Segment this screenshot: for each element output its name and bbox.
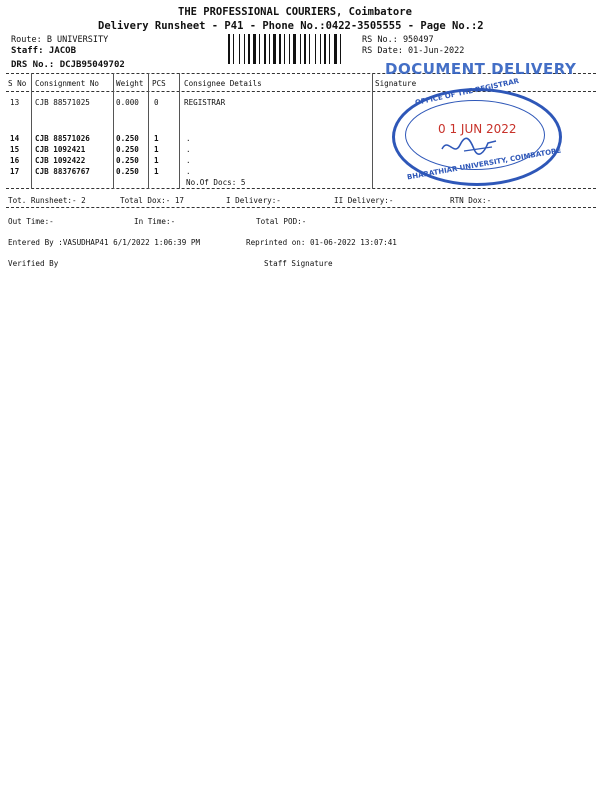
rs-date: RS Date: 01-Jun-2022	[362, 46, 465, 56]
row-weight: 0.250	[116, 134, 139, 143]
barcode-bar	[239, 34, 240, 64]
staff-label: Staff: JACOB	[11, 46, 77, 56]
drs-number: DRS No.: DCJB95049702	[11, 60, 125, 70]
barcode-bar	[293, 34, 296, 64]
barcode	[228, 34, 354, 64]
barcode-bar	[324, 34, 326, 64]
signature-scribble	[440, 135, 500, 157]
document-delivery-stamp: DOCUMENT DELIVERY	[385, 60, 577, 78]
col-divider	[113, 73, 114, 189]
rs-number: RS No.: 950497	[362, 35, 434, 45]
out-time: Out Time:-	[8, 217, 54, 226]
barcode-bar	[289, 34, 290, 64]
barcode-bar	[244, 34, 245, 64]
total-pod: Total POD:-	[256, 217, 307, 226]
runsheet-subtitle: Delivery Runsheet - P41 - Phone No.:0422-3505555 - Page No.:2	[98, 20, 484, 32]
company-title: THE PROFESSIONAL COURIERS, Coimbatore	[178, 6, 412, 18]
header-weight: Weight	[116, 79, 144, 88]
barcode-bar	[233, 34, 234, 64]
stamp-top-arc: OFFICE OF THE REGISTRAR	[414, 77, 520, 107]
barcode-bar	[309, 34, 310, 64]
row-weight: 0.250	[116, 167, 139, 176]
barcode-bar	[248, 34, 250, 64]
table-bottom-rule	[6, 188, 596, 189]
row-consignment: CJB 88376767	[35, 167, 90, 176]
row-weight: 0.250	[116, 145, 139, 154]
row-pcs: 1	[154, 167, 159, 176]
route-label: Route: B UNIVERSITY	[11, 35, 109, 45]
row-pcs: 1	[154, 134, 159, 143]
row-consignment: CJB 88571026	[35, 134, 90, 143]
entered-by: Entered By :VASUDHAP41 6/1/2022 1:06:39 PM	[8, 238, 201, 247]
row-sno: 13	[10, 98, 20, 107]
row-sno: 17	[10, 167, 20, 176]
rtn-dox: RTN Dox:-	[450, 196, 492, 205]
col-divider	[179, 73, 180, 189]
in-time: In Time:-	[134, 217, 176, 226]
row-details: .	[186, 167, 191, 176]
row-sno: 14	[10, 134, 20, 143]
row-pcs: 1	[154, 156, 159, 165]
ii-delivery: II Delivery:-	[334, 196, 394, 205]
header-sno: S No	[8, 79, 27, 88]
row-consignment: CJB 88571025	[35, 98, 90, 107]
barcode-bar	[228, 34, 230, 64]
barcode-bar	[320, 34, 321, 64]
col-divider	[372, 73, 373, 189]
row-details: .	[186, 134, 191, 143]
totals-rule	[6, 207, 596, 208]
col-divider	[31, 73, 32, 189]
total-runsheet: Tot. Runsheet:- 2	[8, 196, 86, 205]
verified-by: Verified By	[8, 259, 59, 268]
row-consignment: CJB 1092422	[35, 156, 86, 165]
barcode-bar	[284, 34, 285, 64]
no-of-docs: No.Of Docs: 5	[186, 178, 246, 187]
row-sno: 16	[10, 156, 20, 165]
barcode-bar	[340, 34, 341, 64]
header-consignee-details: Consignee Details	[184, 79, 262, 88]
barcode-bar	[259, 34, 260, 64]
total-dox: Total Dox:- 17	[120, 196, 185, 205]
barcode-bar	[300, 34, 301, 64]
barcode-bar	[264, 34, 266, 64]
row-details: REGISTRAR	[184, 98, 226, 107]
stamp-bottom-arc: BHARATHIAR UNIVERSITY, COIMBATORE	[406, 146, 562, 182]
row-details: .	[186, 156, 191, 165]
header-consignment: Consignment No	[35, 79, 100, 88]
stamp-date: 0 1 JUN 2022	[438, 122, 517, 136]
header-signature: Signature	[375, 79, 417, 88]
row-weight: 0.000	[116, 98, 139, 107]
row-sno: 15	[10, 145, 20, 154]
barcode-bar	[334, 34, 337, 64]
barcode-bar	[279, 34, 281, 64]
reprinted-on: Reprinted on: 01-06-2022 13:07:41	[246, 238, 397, 247]
col-divider	[148, 73, 149, 189]
staff-signature: Staff Signature	[264, 259, 333, 268]
barcode-bar	[329, 34, 330, 64]
barcode-bar	[304, 34, 306, 64]
row-consignment: CJB 1092421	[35, 145, 86, 154]
barcode-bar	[253, 34, 256, 64]
header-pcs: PCS	[152, 79, 166, 88]
i-delivery: I Delivery:-	[226, 196, 281, 205]
row-pcs: 1	[154, 145, 159, 154]
barcode-bar	[269, 34, 270, 64]
row-details: .	[186, 145, 191, 154]
barcode-bar	[273, 34, 276, 64]
row-pcs: 0	[154, 98, 159, 107]
barcode-bar	[315, 34, 316, 64]
row-weight: 0.250	[116, 156, 139, 165]
